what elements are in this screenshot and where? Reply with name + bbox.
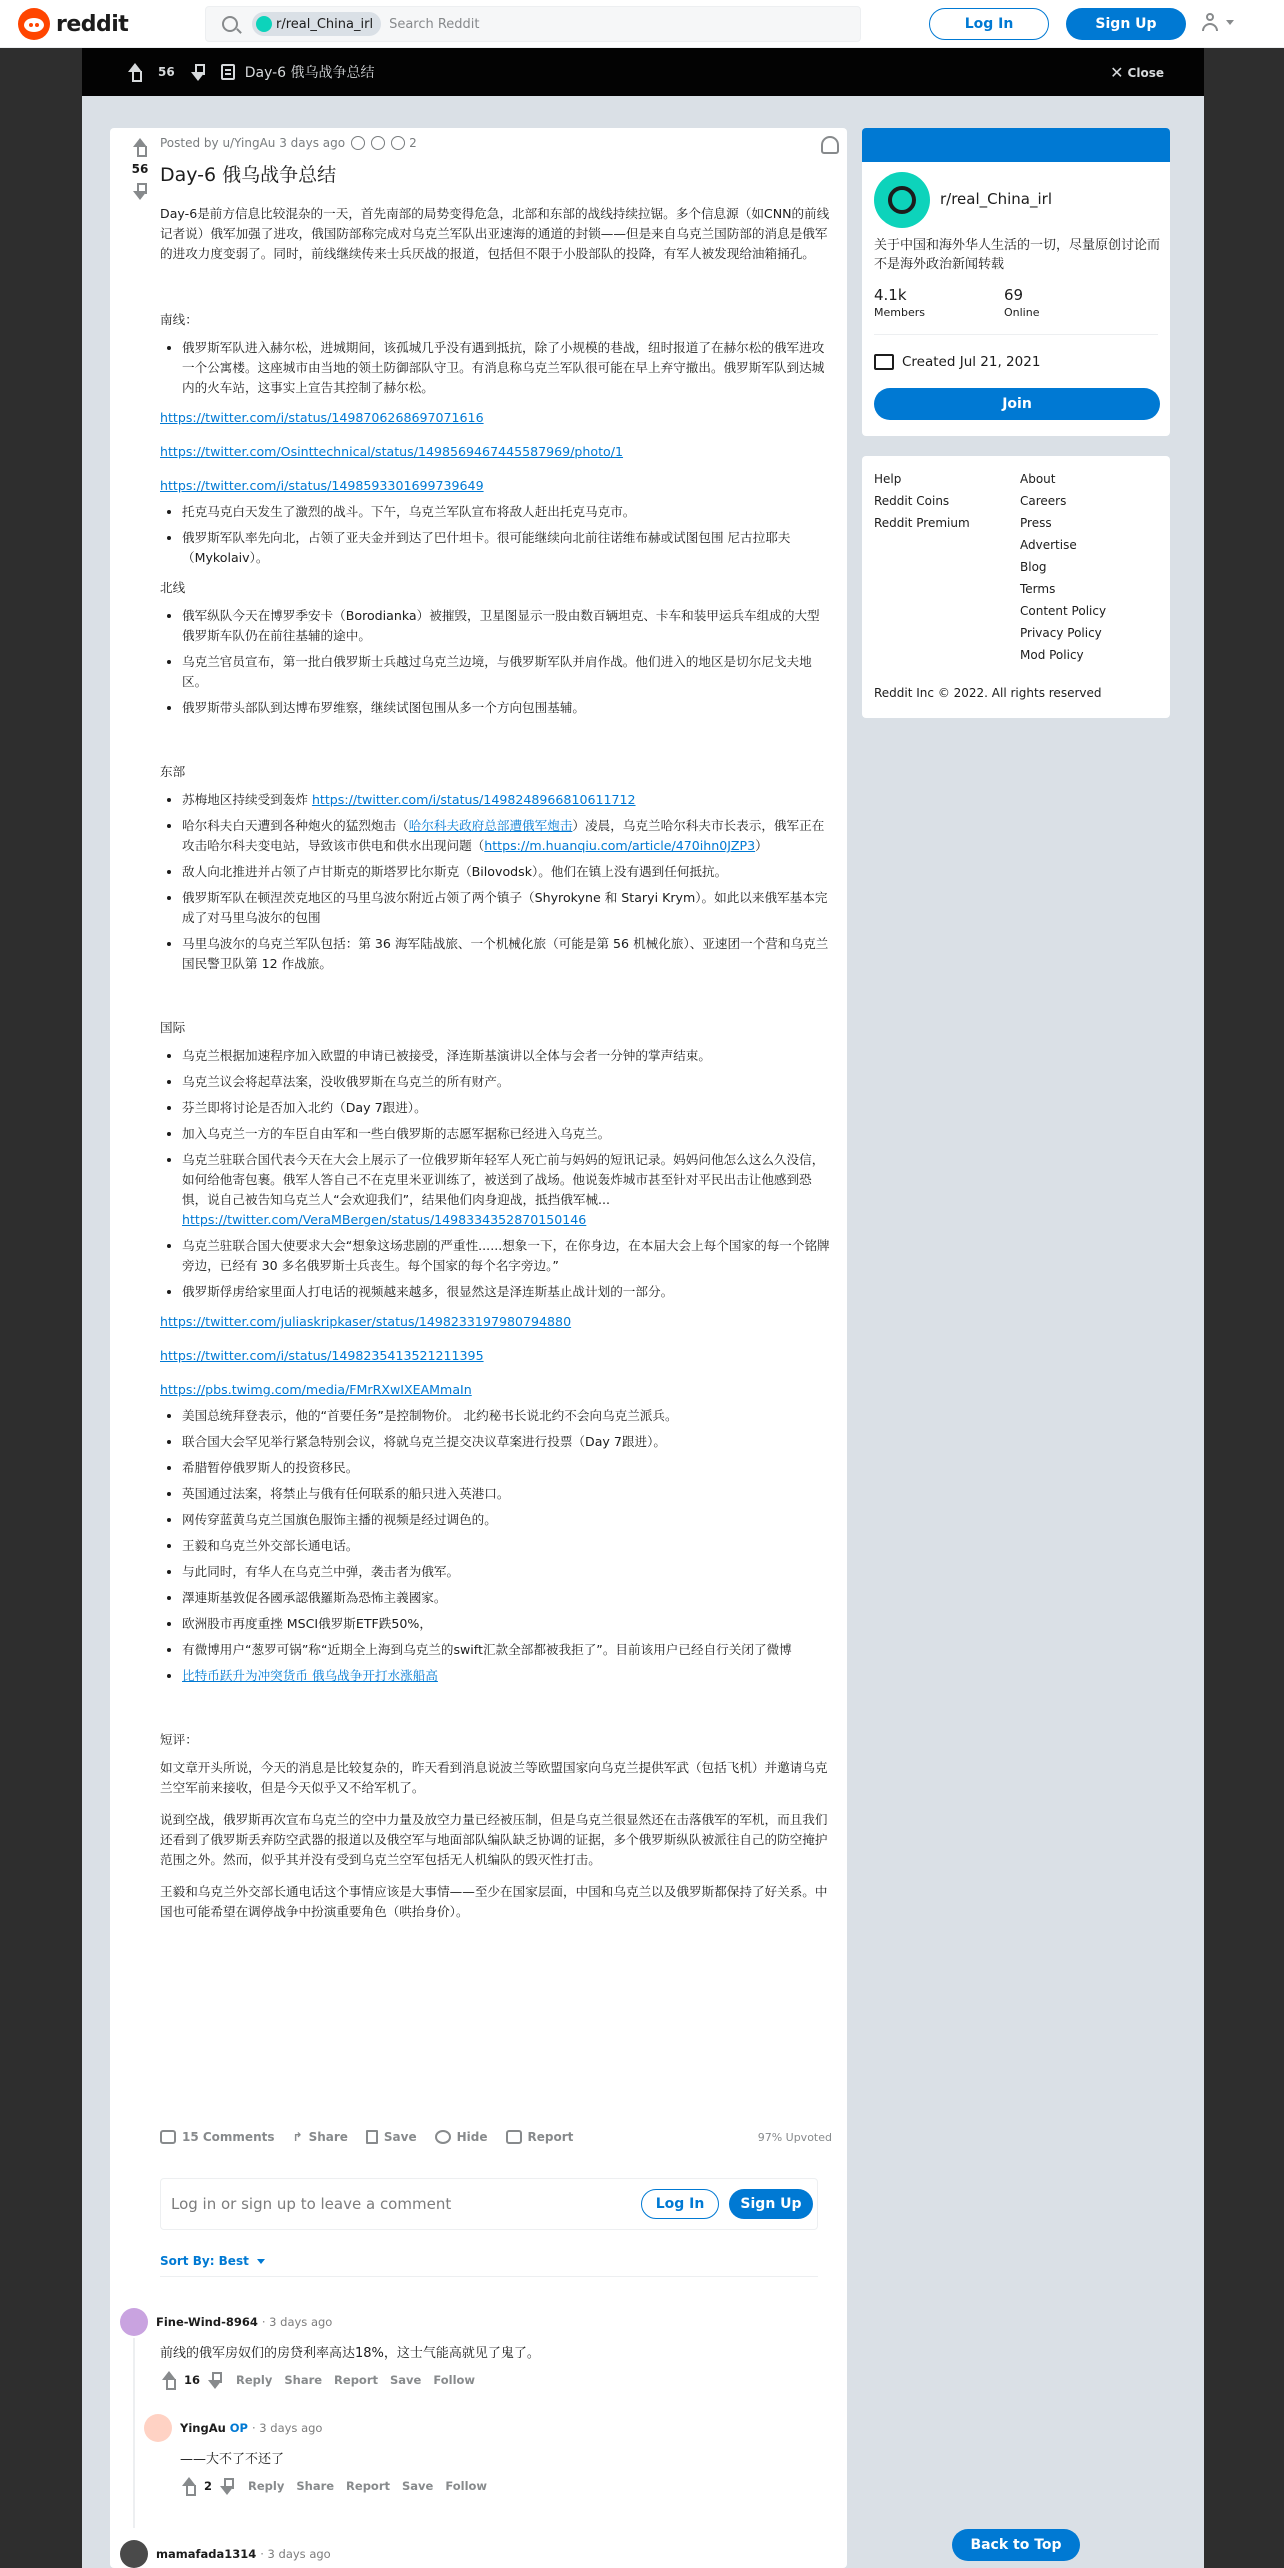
list-item: • 俄罗斯军队进入赫尔松，进城期间，该孤城几乎没有遇到抵抗，除了小规模的巷战，纽时报道了在赫尔松的俄军进攻一个公寓楼。这座城市由当地的领土防御部队守卫。有消息称乌克兰军队很可能在早上弃守撤出。俄罗斯军队到达城内的火车站，这事实上宣告其控制了赫尔松。 [182,338,832,398]
share-button[interactable]: Share [296,2479,335,2493]
post-score: 56 [158,65,175,79]
award-count: 2 [409,136,417,150]
link[interactable]: https://twitter.com/i/status/1498235413521211395 [160,1348,484,1363]
community-avatar-icon [256,16,272,32]
comments-button[interactable]: 15 Comments [160,2130,275,2144]
chevron-down-icon [257,2259,265,2264]
list-item: • 俄罗斯军队率先向北，占领了亚夫金并到达了巴什坦卡。很可能继续向北前往诺维布赫或试图包围 尼古拉耶夫（Mykolaiv）。 [182,528,832,568]
copyright: Reddit Inc © 2022. All rights reserved [874,686,1102,700]
downvote-icon[interactable] [206,2371,224,2389]
link[interactable]: https://twitter.com/VeraMBergen/status/1498334352870150146 [182,1212,587,1227]
community-description: 关于中国和海外华人生活的一切，尽量原创讨论而不是海外政治新闻转载 [874,238,1161,272]
comment-time: · 3 days ago [252,2421,323,2435]
reddit-wordmark: reddit [56,11,129,37]
upvote-icon[interactable] [131,138,149,156]
created-date: Created Jul 21, 2021 [902,354,1041,370]
comment-score: 2 [204,2479,213,2493]
list-item: • 敌人向北推进并占领了卢甘斯克的斯塔罗比尔斯克（Bilovodsk）。他们在镇上没有遇到任何抵抗。 [182,862,832,882]
link[interactable]: https://twitter.com/i/status/1498706268697071616 [160,410,484,425]
link[interactable]: 比特币跃升为冲突货币 俄乌战争开打水涨船高 [182,1668,438,1683]
list-item: • 俄罗斯俘虏给家里面人打电话的视频越来越多，很显然这是泽连斯基止战计划的一部分。 [182,1282,832,1302]
list-item: • 加入乌克兰一方的车臣自由军和一些白俄罗斯的志愿军据称已经进入乌克兰。 [182,1124,832,1144]
list-item [182,1666,832,1686]
upvote-icon[interactable] [180,2477,198,2495]
reddit-logo[interactable] [18,8,128,40]
online-count: 69 [1004,286,1024,304]
intl-list [160,1046,832,1302]
footer-link[interactable]: Blog [1020,560,1047,574]
intl-list-2 [160,1406,832,1686]
save-button[interactable]: Save [402,2479,434,2493]
avatar[interactable] [120,2308,148,2336]
report-button[interactable]: Report [506,2130,574,2144]
summary-paragraph: 王毅和乌克兰外交部长通电话这个事情应该是大事情——至少在国家层面，中国和乌克兰以及俄罗斯都保持了好关系。中国也可能希望在调停战争中扮演重要角色（哄抬身价）。 [160,1884,828,1919]
post-meta [160,136,417,150]
sort-label: Sort By: Best [160,2254,249,2268]
hide-icon [435,2130,451,2144]
list-item: • 希腊暂停俄罗斯人的投资移民。 [182,1458,832,1478]
post-intro: Day-6是前方信息比较混杂的一天，首先南部的局势变得危急，北部和东部的战线持续拉锯。多个信息源（如CNN的前线记者说）俄军加强了进攻，俄国防部称完成对乌克兰军队出亚速海的通道的封锁——但是来自乌克兰国防部的消息是俄军的进攻力度变弱了。同时，前线继续传来士兵厌战的报道，包括但不限于小股部队的投降，有军人被发现给油箱捅孔。 [160,206,830,261]
list-item: • 与此同时，有华人在乌克兰中弹，袭击者为俄军。 [182,1562,832,1582]
user-menu[interactable] [1200,12,1234,32]
list-item: • 王毅和乌克兰外交部长通电话。 [182,1536,832,1556]
vote-score: 56 [131,162,149,176]
south-list [160,338,832,398]
divider [874,334,1158,335]
divider [160,2276,818,2277]
downvote-icon[interactable] [131,182,149,200]
search-community-chip[interactable] [252,12,381,36]
downvote-icon[interactable] [218,2477,236,2495]
summary-paragraph: 如文章开头所说，今天的消息是比较复杂的，昨天看到消息说波兰等欧盟国家向乌克兰提供军武（包括飞机）并邀请乌克兰空军前来接收，但是今天似乎又不给军机了。 [160,1760,828,1795]
list-item: • 有微博用户“葱罗可锅”称“近期全上海到乌克兰的swift汇款全部都被我拒了”。目前该用户已经自行关闭了微博 [182,1640,832,1660]
report-button[interactable]: Report [346,2479,391,2493]
post-title: Day-6 俄乌战争总结 [160,164,337,186]
list-item: • 乌克兰驻联合国代表今天在大会上展示了一位俄罗斯年轻军人死亡前与妈妈的短讯记录。妈妈问他怎么这么久没信，如何给他寄包裹。俄军人答自己不在克里米亚训练了，被送到了战场。他说轰炸城市甚至针对平民出击让他感到恐惧，说自己被告知乌克兰人“会欢迎我们”，结果他们肉身迎战，抵挡俄军械... https://twitter.com/VeraMBergen/status/1498334352870150146 [182,1150,832,1230]
comment-signup-button[interactable]: Sign Up [729,2189,813,2219]
user-icon [1200,12,1220,32]
vote-column [120,138,160,200]
link[interactable]: https://twitter.com/juliaskripkaser/status/1498233197980794880 [160,1314,572,1329]
downvote-icon[interactable] [189,63,207,81]
comment-author[interactable]: YingAu [180,2421,226,2435]
footer-link[interactable]: Privacy Policy [1020,626,1102,640]
list-item: • 苏梅地区持续受到轰炸 https://twitter.com/i/status/1498248966810611712 [182,790,832,810]
reddit-snoo-icon [18,8,50,40]
reply-button[interactable]: Reply [236,2373,273,2387]
search-icon [222,16,238,32]
list-item: • 乌克兰官员宣布，第一批白俄罗斯士兵越过乌克兰边境，与俄罗斯军队并肩作战。他们进入的地区是切尔尼戈夫地区。 [182,652,832,692]
list-item: • 乌克兰驻联合国大使要求大会“想象这场悲剧的严重性......想象一下，在你身边，在本届大会上每个国家的每一个铭牌旁边，已经有 30 多名俄罗斯士兵丧生。每个国家的每个名字旁边。” [182,1236,832,1276]
footer-link[interactable]: Advertise [1020,538,1077,552]
list-item: • 欧洲股市再度重挫 MSCI俄罗斯ETF跌50%， [182,1614,832,1634]
comment-score: 16 [184,2373,201,2387]
search-bar[interactable] [205,6,861,42]
award-icon [391,136,405,150]
footer-link[interactable]: Careers [1020,494,1067,508]
chevron-down-icon [1226,20,1234,25]
summary-paragraph: 说到空战，俄罗斯再次宣布乌克兰的空中力量及放空力量已经被压制，但是乌克兰很显然还在击落俄军的军机，而且我们还看到了俄罗斯丢弃防空武器的报道以及俄空军与地面部队编队缺乏协调的证据，多个俄罗斯纵队被派往自己的防空掩护范围之外。然而，似乎其并没有受到乌克兰空军包括无人机编队的毁灭性打击。 [160,1812,828,1867]
members-count: 4.1k [874,286,907,304]
footer-links-left [874,468,970,534]
community-avatar[interactable] [874,172,930,228]
upvote-icon[interactable] [126,63,144,81]
list-item: • 联合国大会罕见举行紧急特别会议，将就乌克兰提交决议草案进行投票（Day 7跟进）。 [182,1432,832,1452]
link[interactable]: https://pbs.twimg.com/media/FMrRXwIXEAMmaIn [160,1382,472,1397]
footer-link[interactable]: Content Policy [1020,604,1107,618]
close-button[interactable] [1110,63,1164,82]
comment-reply [144,2414,814,2495]
link[interactable]: https://m.huanqiu.com/article/470ihn0JZP3 [484,838,756,853]
link[interactable]: 哈尔科夫政府总部遭俄军炮击 [408,818,573,833]
comment-actions [180,2477,814,2495]
section-heading: 东部 [160,764,186,779]
join-button[interactable]: Join [874,388,1160,420]
section-heading: 国际 [160,1020,186,1035]
award-icon [371,136,385,150]
online-label: Online [1004,306,1040,319]
text-post-icon [221,64,235,80]
avatar[interactable] [144,2414,172,2442]
link[interactable]: https://twitter.com/i/status/1498593301699739649 [160,478,484,493]
comment-body: 前线的俄军房奴们的房贷利率高达18%，这士气能高就见了鬼了。 [160,2346,540,2361]
hide-button[interactable]: Hide [435,2130,488,2144]
overlay-post-title: Day-6 俄乌战争总结 [244,65,375,81]
community-banner [862,128,1170,162]
members-label: Members [874,306,925,319]
comment-login-prompt [160,2178,818,2230]
comment-time: · 3 days ago [261,2315,333,2329]
list-item: • 澤連斯基敦促各國承認俄羅斯為恐怖主義國家。 [182,1588,832,1608]
bell-icon[interactable] [821,136,839,154]
north-list [160,606,832,718]
footer-link[interactable]: Terms [1020,582,1056,596]
list-item: • 芬兰即将讨论是否加入北约（Day 7跟进）。 [182,1098,832,1118]
close-label: Close [1127,65,1164,80]
footer-link[interactable]: Reddit Coins [874,494,950,508]
list-item: • 俄罗斯带头部队到达博布罗维察，继续试图包围从多一个方向包围基辅。 [182,698,832,718]
save-button[interactable]: Save [390,2373,422,2387]
avatar[interactable] [120,2540,148,2568]
list-item: • 哈尔科夫白天遭到各种炮火的猛烈炮击（哈尔科夫政府总部遭俄军炮击）凌晨，乌克兰哈尔科夫市长表示，俄军正在攻击哈尔科夫变电站，导致该市供电和供水出现问题（https://m.huanqiu.com/article/470ihn0JZP3） [182,816,832,856]
list-item: • 乌克兰根据加速程序加入欧盟的申请已被接受，泽连斯基演讲以全体与会者一分钟的掌声结束。 [182,1046,832,1066]
footer-link[interactable]: About [1020,472,1056,486]
search-chip-label: r/real_China_irl [276,16,374,32]
signup-button[interactable]: Sign Up [1066,8,1186,40]
post-overlay-bar [82,48,1204,96]
comment-author[interactable]: mamafada1314 [156,2547,257,2561]
comment-time: · 3 days ago [260,2547,331,2561]
south-list-2 [160,502,832,568]
section-heading: 短评： [160,1732,198,1747]
op-badge: OP [229,2421,248,2435]
search-input[interactable]: Search Reddit [389,16,480,32]
flag-icon [506,2130,522,2144]
follow-button[interactable]: Follow [433,2373,476,2387]
comment-author[interactable]: Fine-Wind-8964 [156,2315,258,2329]
follow-button[interactable]: Follow [445,2479,488,2493]
east-list [160,790,832,974]
back-to-top-button[interactable]: Back to Top [952,2529,1080,2561]
list-item: • 托克马克白天发生了激烈的战斗。下午，乌克兰军队宣布将敌人赶出托克马克市。 [182,502,832,522]
community-card [862,128,1170,436]
share-icon: ↱ [292,2130,303,2144]
list-item: • 俄军纵队今天在博罗季安卡（Borodianka）被摧毁，卫星图显示一股由数百辆坦克、卡车和装甲运兵车组成的大型俄罗斯车队仍在前往基辅的途中。 [182,606,832,646]
link[interactable]: https://twitter.com/i/status/1498248966810611712 [311,792,636,807]
list-item: • 网传穿蓝黄乌克兰国旗色服饰主播的视频是经过调色的。 [182,1510,832,1530]
comment-login-button[interactable]: Log In [641,2189,719,2219]
footer-link[interactable]: Mod Policy [1020,648,1084,662]
list-item: • 马里乌波尔的乌克兰军队包括：第 36 海军陆战旅、一个机械化旅（可能是第 56 机械化旅）、亚速团一个营和乌克兰国民警卫队第 12 作战旅。 [182,934,832,974]
reply-button[interactable]: Reply [248,2479,285,2493]
post-card [110,128,847,2568]
upvote-icon[interactable] [160,2371,178,2389]
list-item: • 乌克兰议会将起草法案，没收俄罗斯在乌克兰的所有财产。 [182,1072,832,1092]
share-button[interactable]: Share [284,2373,323,2387]
list-item: • 英国通过法案，将禁止与俄有任何联系的船只进入英港口。 [182,1484,832,1504]
award-icon [351,136,365,150]
comment-actions [160,2371,820,2389]
comment-body: ——大不了不还了 [180,2452,285,2467]
list-item: • 俄罗斯军队在顿涅茨克地区的马里乌波尔附近占领了两个镇子（Shyrokyne 和 Staryi Krym）。如此以来俄军基本完成了对马里乌波尔的包围 [182,888,832,928]
post-actions [160,2130,832,2144]
close-icon: ✕ [1110,63,1124,82]
footer-link[interactable]: Press [1020,516,1052,530]
link[interactable]: https://twitter.com/Osinttechnical/status/1498569467445587969/photo/1 [160,444,624,459]
list-item: • 美国总统拜登表示，他的“首要任务”是控制物价。 北约秘书长说北约不会向乌克兰派兵。 [182,1406,832,1426]
footer-link[interactable]: Help [874,472,902,486]
community-name[interactable]: r/real_China_irl [940,190,1052,208]
cake-icon [874,354,894,370]
section-heading: 南线： [160,312,198,327]
bookmark-icon [366,2130,378,2144]
post-author-line[interactable]: Posted by u/YingAu 3 days ago [160,136,346,150]
upvote-ratio: 97% Upvoted [757,2130,832,2144]
comment [120,2540,820,2568]
comment-icon [160,2130,176,2144]
footer-links-right [1020,468,1106,666]
sort-dropdown[interactable] [160,2254,265,2268]
login-prompt-text: Log in or sign up to leave a comment [171,2195,452,2213]
footer-links-card [862,456,1170,718]
footer-link[interactable]: Reddit Premium [874,516,970,530]
comment [120,2308,820,2389]
save-button[interactable]: Save [366,2130,417,2144]
login-button[interactable]: Log In [929,8,1049,40]
top-header [0,0,1284,48]
report-button[interactable]: Report [334,2373,379,2387]
section-heading: 北线 [160,580,186,595]
share-button[interactable]: ↱ Share [292,2130,348,2144]
post-body [160,204,832,1934]
